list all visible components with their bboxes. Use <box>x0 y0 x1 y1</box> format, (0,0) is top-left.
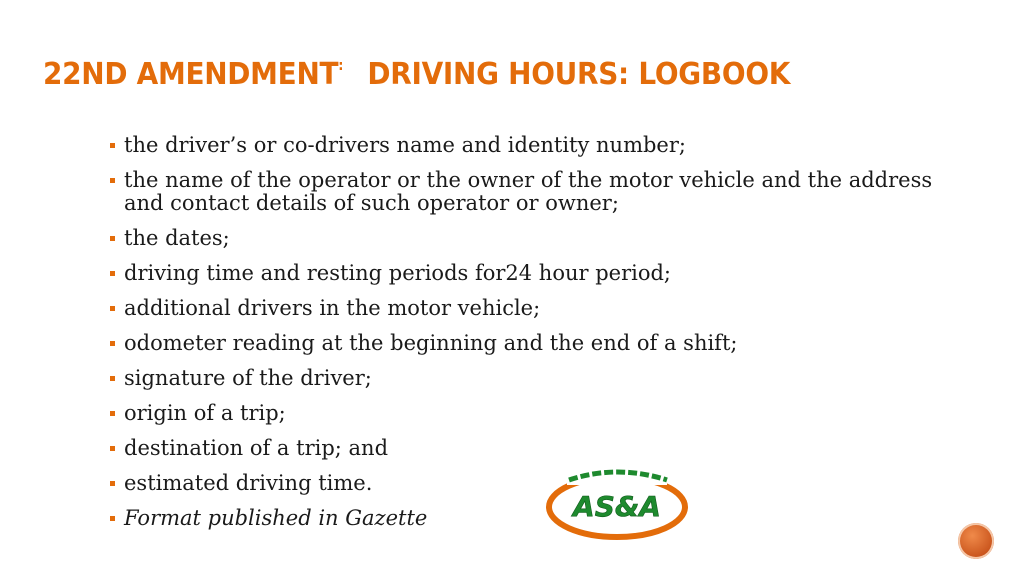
square-bullet-icon <box>110 446 115 451</box>
title-rest: DRIVING HOURS: LOGBOOK <box>367 57 791 92</box>
square-bullet-icon <box>110 341 115 346</box>
bullet-text: the driver’s or co-drivers name and identity number; <box>124 133 686 157</box>
square-bullet-icon <box>110 271 115 276</box>
bullet-item <box>110 472 970 495</box>
title-separator: : <box>338 58 344 74</box>
bullet-item <box>110 262 970 285</box>
bullet-text: origin of a trip; <box>124 401 286 425</box>
bullet-item <box>110 169 970 215</box>
square-bullet-icon <box>110 516 115 521</box>
bullet-text: additional drivers in the motor vehicle; <box>124 296 541 320</box>
bullet-item <box>110 227 970 250</box>
bullet-text: destination of a trip; and <box>124 436 389 460</box>
bullet-item <box>110 297 970 320</box>
square-bullet-icon <box>110 143 115 148</box>
bullet-item <box>110 437 970 460</box>
bullet-item <box>110 367 970 390</box>
bullet-list <box>110 134 970 542</box>
bullet-text: Format published in Gazette <box>124 506 428 530</box>
square-bullet-icon <box>110 481 115 486</box>
bullet-text: odometer reading at the beginning and the end of a shift; <box>124 331 738 355</box>
square-bullet-icon <box>110 376 115 381</box>
bullet-text: the name of the operator or the owner of the motor vehicle and the address and contact details of such operator or owner; <box>124 168 933 215</box>
square-bullet-icon <box>110 178 115 183</box>
slide-title <box>43 44 790 97</box>
bullet-item <box>110 402 970 425</box>
title-main: 22ND AMENDMENT <box>43 57 339 92</box>
bullet-text: driving time and resting periods for24 hour period; <box>124 261 672 285</box>
bullet-text: estimated driving time. <box>124 471 373 495</box>
bullet-item <box>110 134 970 157</box>
bullet-text: the dates; <box>124 226 230 250</box>
square-bullet-icon <box>110 236 115 241</box>
bullet-text: signature of the driver; <box>124 366 372 390</box>
bullet-item <box>110 332 970 355</box>
slide-number-badge <box>958 523 994 559</box>
bullet-item <box>110 507 970 530</box>
logo-text: AS&A <box>573 490 661 523</box>
square-bullet-icon <box>110 306 115 311</box>
square-bullet-icon <box>110 411 115 416</box>
asa-logo <box>545 466 689 542</box>
